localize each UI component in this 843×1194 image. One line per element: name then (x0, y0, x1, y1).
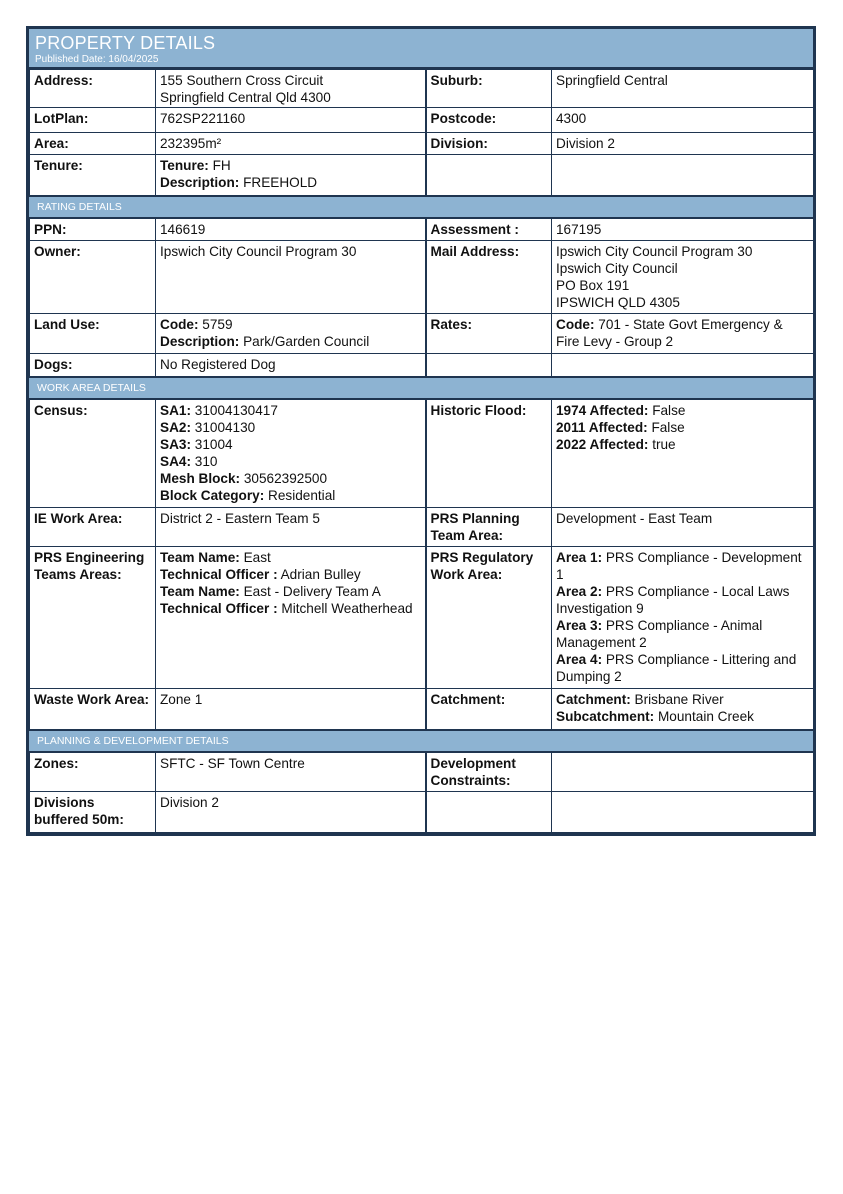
assessment-value: 167195 (552, 219, 814, 241)
census-key: SA1: (160, 403, 191, 418)
empty-cell (426, 792, 552, 833)
tenure-value (156, 155, 426, 196)
team-key: Team Name: (160, 584, 240, 599)
prs-regulatory-label: PRS Regulatory Work Area: (426, 547, 552, 689)
dogs-value: No Registered Dog (156, 354, 426, 377)
empty-cell (552, 792, 814, 833)
flood-key: 1974 Affected: (556, 403, 649, 418)
published-date: Published Date: 16/04/2025 (35, 54, 159, 65)
historic-flood-label: Historic Flood: (426, 400, 552, 508)
census-text: 31004130 (190, 420, 256, 435)
table-row (30, 508, 814, 547)
suburb-value: Springfield Central (552, 70, 814, 108)
lotplan-value: 762SP221160 (156, 108, 426, 133)
historic-flood-value (552, 400, 814, 508)
work-area-table (29, 399, 814, 730)
rates-code-key: Code: (556, 317, 595, 332)
catchment-value (552, 689, 814, 730)
land-use-desc: Park/Garden Council (239, 334, 370, 349)
empty-cell (552, 155, 814, 196)
area-text: PRS Compliance - Development 1 (556, 550, 802, 582)
division-value: Division 2 (552, 133, 814, 155)
area-text: PRS Compliance - Littering and Dumping 2 (556, 652, 797, 684)
development-constraints-label: Development Constraints: (426, 753, 552, 792)
mail-line: Ipswich City Council (556, 261, 678, 276)
rating-table (29, 218, 814, 377)
table-row (30, 70, 814, 108)
mail-address-label: Mail Address: (426, 241, 552, 314)
table-row (30, 689, 814, 730)
flood-text: False (648, 403, 686, 418)
area-text: PRS Compliance - Animal Management 2 (556, 618, 763, 650)
page-title: PROPERTY DETAILS (35, 33, 216, 53)
area-key: Area 2: (556, 584, 603, 599)
prs-engineering-value (156, 547, 426, 689)
officer-text: Mitchell Weatherhead (277, 601, 413, 616)
census-text: Residential (264, 488, 336, 503)
catchment-text: Brisbane River (630, 692, 724, 707)
rating-details-header: RATING DETAILS (29, 196, 813, 218)
census-text: 31004 (190, 437, 233, 452)
zones-value: SFTC - SF Town Centre (156, 753, 426, 792)
officer-key: Technical Officer : (160, 567, 278, 582)
title-bar (29, 29, 813, 69)
divisions-buffered-value: Division 2 (156, 792, 426, 833)
table-row (30, 354, 814, 377)
team-text: East (239, 550, 271, 565)
subcatchment-key: Subcatchment: (556, 709, 655, 724)
catchment-label: Catchment: (426, 689, 552, 730)
area-key: Area 1: (556, 550, 603, 565)
prs-engineering-label: PRS Engineering Teams Areas: (30, 547, 156, 689)
address-line-2: Springfield Central Qld 4300 (160, 90, 331, 105)
suburb-label: Suburb: (426, 70, 552, 108)
owner-value: Ipswich City Council Program 30 (156, 241, 426, 314)
prs-regulatory-value (552, 547, 814, 689)
team-key: Team Name: (160, 550, 240, 565)
census-key: SA3: (160, 437, 191, 452)
lotplan-label: LotPlan: (30, 108, 156, 133)
table-row (30, 108, 814, 133)
land-use-code-key: Code: (160, 317, 199, 332)
prs-planning-value: Development - East Team (552, 508, 814, 547)
flood-text: False (647, 420, 685, 435)
census-key: SA2: (160, 420, 191, 435)
area-text: PRS Compliance - Local Laws Investigation 9 (556, 584, 790, 616)
ppn-value: 146619 (156, 219, 426, 241)
mail-address-value (552, 241, 814, 314)
division-label: Division: (426, 133, 552, 155)
tenure-label: Tenure: (30, 155, 156, 196)
work-area-details-header: WORK AREA DETAILS (29, 377, 813, 399)
assessment-label: Assessment : (426, 219, 552, 241)
mail-line: Ipswich City Council Program 30 (556, 244, 753, 259)
table-row (30, 314, 814, 354)
rates-label: Rates: (426, 314, 552, 354)
table-row (30, 400, 814, 508)
census-text: 310 (190, 454, 218, 469)
ie-work-area-label: IE Work Area: (30, 508, 156, 547)
divisions-buffered-label: Divisions buffered 50m: (30, 792, 156, 833)
ie-work-area-value: District 2 - Eastern Team 5 (156, 508, 426, 547)
owner-label: Owner: (30, 241, 156, 314)
table-row (30, 792, 814, 833)
rates-value (552, 314, 814, 354)
address-value (156, 70, 426, 108)
address-line-1: 155 Southern Cross Circuit (160, 73, 324, 88)
area-label: Area: (30, 133, 156, 155)
planning-details-header: PLANNING & DEVELOPMENT DETAILS (29, 730, 813, 752)
flood-key: 2022 Affected: (556, 437, 649, 452)
description-text: FREEHOLD (239, 175, 318, 190)
land-use-label: Land Use: (30, 314, 156, 354)
planning-table (29, 752, 814, 833)
description-key: Description: (160, 175, 240, 190)
mail-line: IPSWICH QLD 4305 (556, 295, 680, 310)
catchment-key: Catchment: (556, 692, 631, 707)
census-text: 30562392500 (240, 471, 328, 486)
table-row (30, 155, 814, 196)
table-row (30, 753, 814, 792)
prs-planning-label: PRS Planning Team Area: (426, 508, 552, 547)
land-use-code: 5759 (198, 317, 233, 332)
address-label: Address: (30, 70, 156, 108)
census-label: Census: (30, 400, 156, 508)
property-details-document (26, 26, 816, 836)
empty-cell (552, 354, 814, 377)
development-constraints-value (552, 753, 814, 792)
waste-work-area-label: Waste Work Area: (30, 689, 156, 730)
officer-text: Adrian Bulley (277, 567, 361, 582)
zones-label: Zones: (30, 753, 156, 792)
land-use-value (156, 314, 426, 354)
rates-code: 701 - State Govt Emergency & Fire Levy - Group 2 (556, 317, 783, 349)
subcatchment-text: Mountain Creek (654, 709, 754, 724)
table-row (30, 241, 814, 314)
officer-key: Technical Officer : (160, 601, 278, 616)
area-key: Area 4: (556, 652, 603, 667)
land-use-desc-key: Description: (160, 334, 240, 349)
waste-work-area-value: Zone 1 (156, 689, 426, 730)
census-text: 31004130417 (190, 403, 278, 418)
empty-cell (426, 155, 552, 196)
dogs-label: Dogs: (30, 354, 156, 377)
postcode-value: 4300 (552, 108, 814, 133)
census-value (156, 400, 426, 508)
postcode-label: Postcode: (426, 108, 552, 133)
tenure-key: Tenure: (160, 158, 209, 173)
table-row (30, 219, 814, 241)
table-row (30, 133, 814, 155)
table-row (30, 547, 814, 689)
area-key: Area 3: (556, 618, 603, 633)
empty-cell (426, 354, 552, 377)
area-value: 232395m² (156, 133, 426, 155)
property-table (29, 69, 814, 196)
flood-key: 2011 Affected: (556, 420, 648, 435)
team-text: East - Delivery Team A (239, 584, 381, 599)
flood-text: true (648, 437, 676, 452)
ppn-label: PPN: (30, 219, 156, 241)
census-key: Mesh Block: (160, 471, 241, 486)
census-key: SA4: (160, 454, 191, 469)
mail-line: PO Box 191 (556, 278, 630, 293)
census-key: Block Category: (160, 488, 265, 503)
tenure-text: FH (208, 158, 231, 173)
